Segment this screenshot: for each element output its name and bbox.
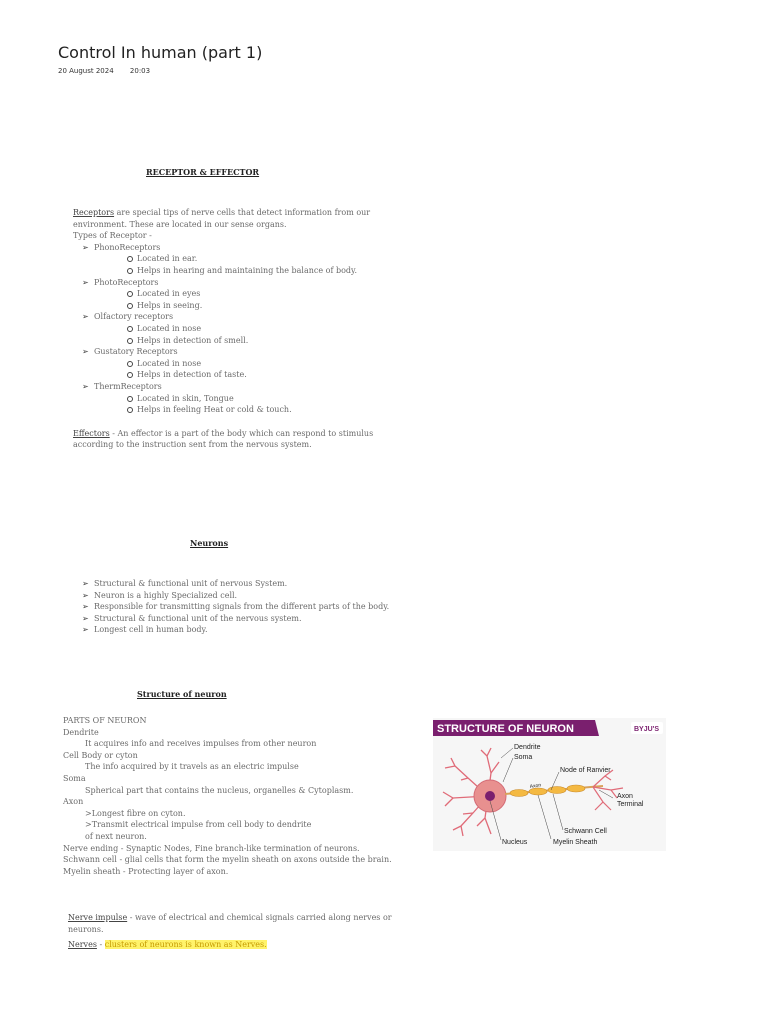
brand-logo: BYJU'S xyxy=(634,726,660,733)
impulse-block xyxy=(68,912,398,951)
neuron-point: ➢ Structural & functional unit of the nervous system. xyxy=(73,613,413,625)
receptor-type-item: ➢ Gustatory Receptors Located in nose Helps in detection of taste. xyxy=(73,346,393,381)
effectors-term: Effectors xyxy=(73,428,110,438)
label-soma: Soma xyxy=(514,754,533,761)
receptor-point: Helps in seeing. xyxy=(94,300,393,312)
cellbody-term: Cell Body or cyton xyxy=(63,750,138,760)
neuron-diagram xyxy=(433,718,666,851)
soma-term: Soma xyxy=(63,773,86,783)
receptor-point: Located in skin, Tongue xyxy=(94,393,393,405)
axon-desc-2: >Transmit electrical impulse from cell body to dendrite xyxy=(85,820,312,830)
neuron-point: ➢ Responsible for transmitting signals from the different parts of the body. xyxy=(73,601,413,613)
neuron-point: ➢ Longest cell in human body. xyxy=(73,624,413,636)
receptors-definition: Receptors are special tips of nerve cells that detect information from our xyxy=(73,208,371,217)
receptor-point: Located in nose xyxy=(94,358,393,370)
axon-desc-3: of next neuron. xyxy=(85,831,147,841)
page-meta xyxy=(58,67,164,75)
structure-heading: Structure of neuron xyxy=(137,689,227,699)
neurons-points-list xyxy=(73,578,413,636)
nerve-impulse-definition-cont: neurons. xyxy=(68,924,104,934)
receptor-type-item: ➢ PhonoReceptors Located in ear. Helps in hearing and maintaining the balance of body. xyxy=(73,242,393,277)
receptor-type-item: ➢ ThermReceptors Located in skin, Tongue Helps in feeling Heat or cold & touch. xyxy=(73,381,393,416)
nucleus-shape xyxy=(485,791,495,801)
neuron-point: ➢ Structural & functional unit of nervous System. xyxy=(73,578,413,590)
neurons-block xyxy=(73,578,413,636)
soma-desc: Spherical part that contains the nucleus, organelles & Cytoplasm. xyxy=(85,785,354,795)
axon-desc-1: >Longest fibre on cyton. xyxy=(85,808,186,818)
receptors-definition-cont: environment. These are located in our sense organs. xyxy=(73,219,287,229)
schwann-cell: Schwann cell - glial cells that form the myelin sheath on axons outside the brain. xyxy=(63,855,392,865)
label-dendrite: Dendrite xyxy=(514,744,541,751)
receptor-types-list xyxy=(73,242,393,416)
parts-label: PARTS OF NEURON xyxy=(63,716,147,725)
label-node: Node of Ranvier xyxy=(560,767,611,774)
receptor-point: Helps in detection of taste. xyxy=(94,369,393,381)
receptors-term: Receptors xyxy=(73,208,115,217)
cellbody-desc: The info acquired by it travels as an electric impulse xyxy=(85,762,299,772)
label-nucleus: Nucleus xyxy=(502,839,528,846)
receptor-point: Located in eyes xyxy=(94,288,393,300)
neurons-heading: Neurons xyxy=(190,538,229,548)
receptor-type-item: ➢ PhotoReceptors Located in eyes Helps in seeing. xyxy=(73,277,393,312)
nerves-term: Nerves xyxy=(68,940,97,950)
nerves-highlight: clusters of neurons is known as Nerves. xyxy=(104,940,267,950)
nerve-impulse-definition: Nerve impulse - wave of electrical and chemical signals carried along nerves or xyxy=(68,913,392,922)
structure-block xyxy=(63,715,413,877)
label-axon-terminal-2: Terminal xyxy=(617,801,644,808)
page-date: 20 August 2024 xyxy=(58,67,114,75)
types-label: Types of Receptor - xyxy=(73,231,152,241)
label-schwann: Schwann Cell xyxy=(564,828,607,835)
label-axon: Axon xyxy=(529,782,542,790)
page-time: 20:03 xyxy=(129,67,151,75)
receptor-type-item: ➢ Olfactory receptors Located in nose Helps in detection of smell. xyxy=(73,311,393,346)
nerves-definition: Nerves - clusters of neurons is known as Nerves. xyxy=(68,940,267,950)
dendrite-term: Dendrite xyxy=(63,727,99,737)
receptor-point: Located in nose xyxy=(94,323,393,335)
effectors-definition-cont: according to the instruction sent from the nervous system. xyxy=(73,440,312,450)
receptors-block xyxy=(73,207,393,451)
neuron-point: ➢ Neuron is a highly Specialized cell. xyxy=(73,590,413,602)
page-title: Control In human (part 1) xyxy=(58,43,263,62)
axon-term: Axon xyxy=(63,797,84,807)
nerve-ending: Nerve ending - Synaptic Nodes, Fine branch-like termination of neurons. xyxy=(63,843,360,853)
receptor-point: Helps in hearing and maintaining the balance of body. xyxy=(94,265,393,277)
nerve-impulse-term: Nerve impulse xyxy=(68,913,128,922)
banner-title: STRUCTURE OF NEURON xyxy=(437,723,574,735)
neuron-diagram-svg xyxy=(433,718,666,851)
myelin-sheath: Myelin sheath - Protecting layer of axon. xyxy=(63,866,229,876)
dendrite-desc: It acquires info and receives impulses from other neuron xyxy=(85,739,317,749)
label-myelin: Myelin Sheath xyxy=(553,839,598,846)
effectors-definition: Effectors - An effector is a part of the body which can respond to stimulus xyxy=(73,428,374,438)
receptor-point: Helps in feeling Heat or cold & touch. xyxy=(94,404,393,416)
receptor-point: Helps in detection of smell. xyxy=(94,335,393,347)
receptor-effector-heading: RECEPTOR & EFFECTOR xyxy=(146,167,260,177)
label-axon-terminal-1: Axon xyxy=(617,793,633,800)
receptor-point: Located in ear. xyxy=(94,253,393,265)
